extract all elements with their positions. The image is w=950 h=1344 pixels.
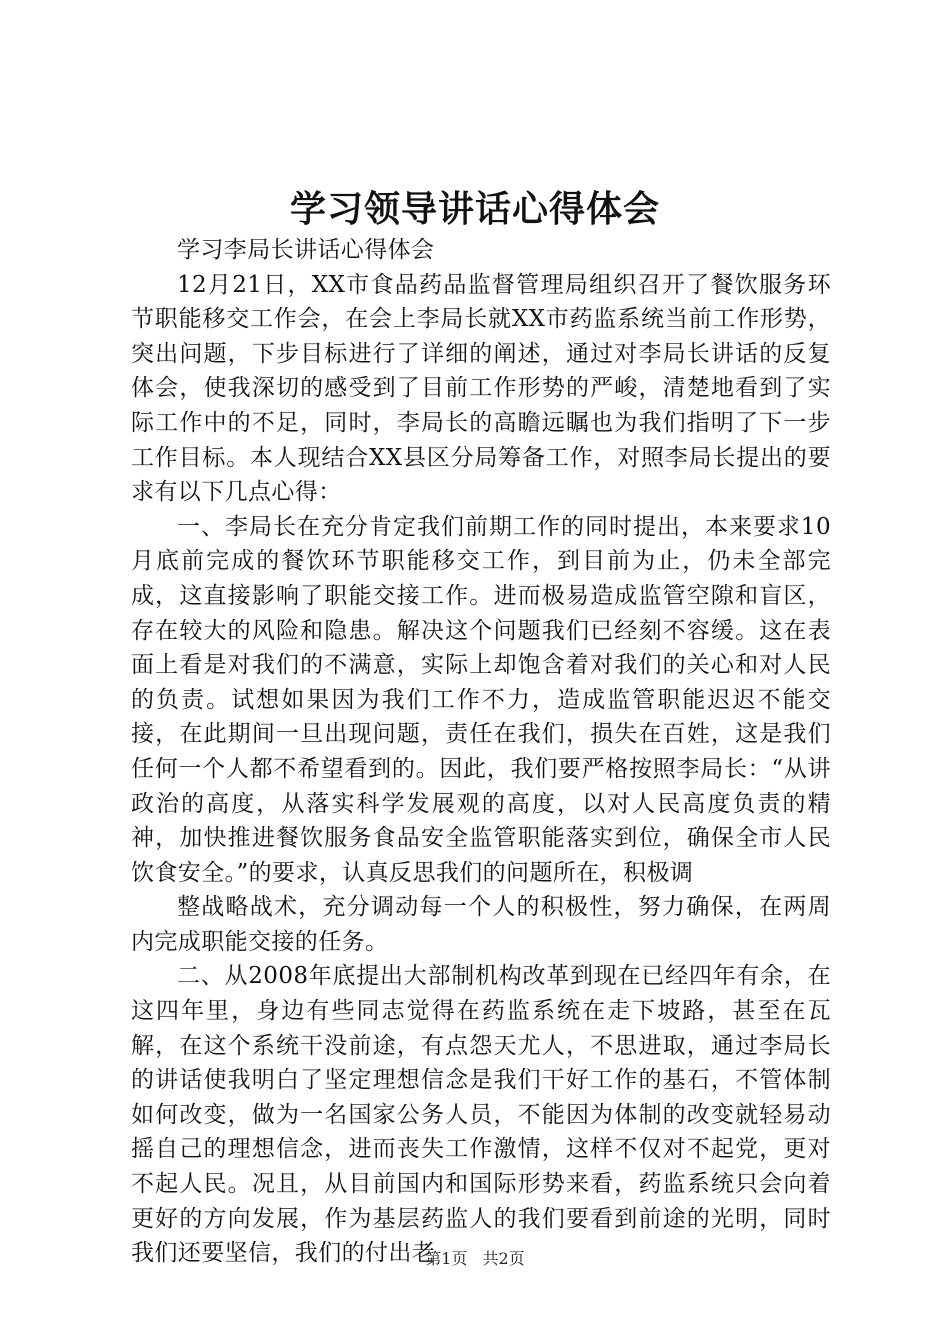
page-total: 共2页 xyxy=(482,1249,525,1268)
page-number: 第1页 xyxy=(425,1249,468,1268)
body-paragraph-intro: 12月21日，XX市食品药品监督管理局组织召开了餐饮服务环节职能移交工作会，在会上李局长就XX市药监系统当前工作形势，突出问题，下步目标进行了详细的阐述，通过对李局长讲话的反复体会，使我深切的感受到了目前工作形势的严峻，清楚地看到了实际工作中的不足，同时，李局长的高瞻远瞩也为我们指明了下一步工作目标。本人现结合XX县区分局筹备工作，对照李局长提出的要求有以下几点心得： xyxy=(131,271,831,506)
subtitle-paragraph: 学习李局长讲话心得体会 xyxy=(177,237,435,263)
page-footer xyxy=(0,1248,950,1270)
body-paragraph-point-one: 一、李局长在充分肯定我们前期工作的同时提出，本来要求10月底前完成的餐饮环节职能移交工作，到目前为止，仍未全部完成，这直接影响了职能交接工作。进而极易造成监管空隙和盲区，存在较大的风险和隐患。解决这个问题我们已经刻不容缓。这在表面上看是对我们的不满意，实际上却饱含着对我们的关心和对人民的负责。试想如果因为我们工作不力，造成监管职能迟迟不能交接，在此期间一旦出现问题，责任在我们，损失在百姓，这是我们任何一个人都不希望看到的。因此，我们要严格按照李局长：“从讲政治的高度，从落实科学发展观的高度，以对人民高度负责的精神，加快推进餐饮服务食品安全监管职能落实到位，确保全市人民饮食安全。”的要求，认真反思我们的问题所在，积极调 xyxy=(131,513,831,886)
body-paragraph-point-two: 二、从2008年底提出大部制机构改革到现在已经四年有余，在这四年里，身边有些同志觉得在药监系统在走下坡路，甚至在瓦解，在这个系统干没前途，有点怨天尤人，不思进取，通过李局长的讲话使我明白了坚定理想信念是我们干好工作的基石，不管体制如何改变，做为一名国家公务人员，不能因为体制的改变就轻易动摇自己的理想信念，进而丧失工作激情，这样不仅对不起党，更对不起人民。况且，从目前国内和国际形势来看，药监系统只会向着更好的方向发展，作为基层药监人的我们要看到前途的光明，同时我们还要坚信，我们的付出老 xyxy=(131,963,831,1267)
body-paragraph-point-one-continued: 整战略战术，充分调动每一个人的积极性，努力确保，在两周内完成职能交接的任务。 xyxy=(131,894,831,955)
document-title: 学习领导讲话心得体会 xyxy=(289,188,660,230)
document-body xyxy=(131,233,831,1271)
